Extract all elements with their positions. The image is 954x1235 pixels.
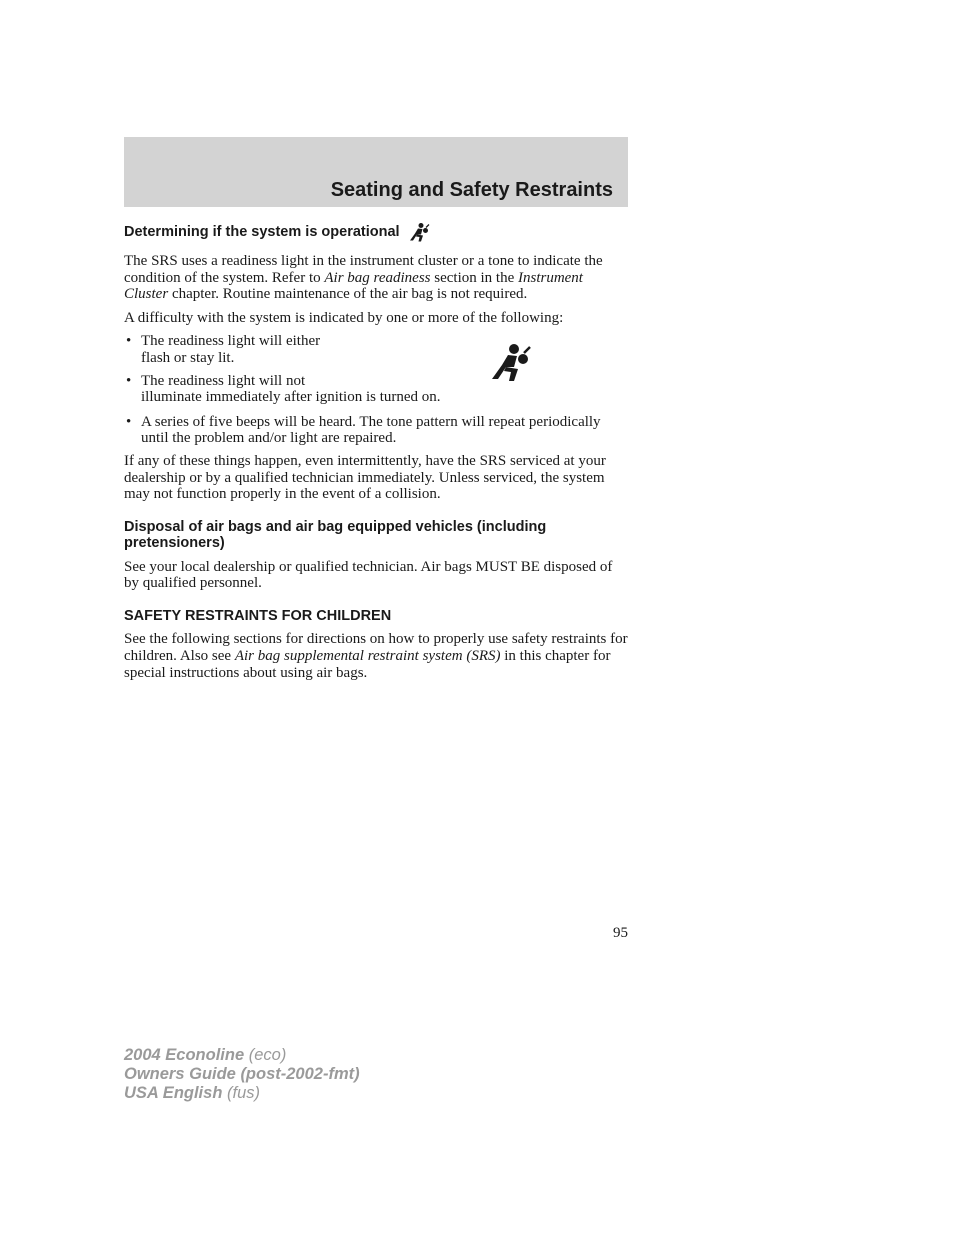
page-content (124, 221, 630, 688)
bullet-mark: • (126, 372, 132, 389)
paragraph-difficulty: A difficulty with the system is indicated by one or more of the following: (124, 309, 564, 326)
symptom-list (124, 333, 630, 447)
footer-line-model: 2004 Econoline (eco) (124, 1046, 287, 1064)
paragraph-disposal: See your local dealership or qualified technician. Air bags MUST BE disposed of by qualified personnel. (124, 558, 613, 592)
section-heading-children: SAFETY RESTRAINTS FOR CHILDREN (124, 607, 392, 624)
paragraph-readiness: The SRS uses a readiness light in the instrument cluster or a tone to indicate the condition of the system. Refer to Air bag readiness section in the Instrument Cluster chapter. Routine maintenance of the air bag is not required. (124, 253, 603, 303)
paragraph-service: If any of these things happen, even intermittently, have the SRS serviced at your dealership or by a qualified technician immediately. Unless serviced, the system may not function properly in the event of a collision. (124, 452, 606, 503)
list-item: • The readiness light will not illuminate immediately after ignition is turned on. (126, 372, 441, 406)
page-number: 95 (613, 925, 628, 941)
bullet-mark: • (126, 413, 132, 430)
reference-instrument-cluster: Instrument Cluster (124, 269, 583, 303)
chapter-header-band (124, 137, 628, 207)
chapter-title: Seating and Safety Restraints (330, 179, 613, 201)
list-item: • A series of five beeps will be heard. The tone pattern will repeat periodically until the problem and/or light are repaired. (126, 413, 601, 447)
document-footer (124, 1046, 360, 1103)
footer-line-language: USA English (fus) (124, 1084, 260, 1102)
section-heading-text: Determining if the system is operational (124, 223, 400, 240)
section-heading-disposal: Disposal of air bags and air bag equipped vehicles (including pretensioners) (124, 518, 547, 552)
airbag-warning-icon (406, 221, 430, 243)
reference-air-bag-readiness: Air bag readiness (324, 269, 431, 286)
reference-airbag-srs: Air bag supplemental restraint system (SRS) (234, 648, 501, 664)
bullet-mark: • (126, 333, 132, 350)
paragraph-children: See the following sections for directions on how to properly use safety restraints for children. Also see Air bag supplemental restraint system (SRS) in this chapter for special instructions about using air bags. (124, 631, 628, 681)
footer-line-guide: Owners Guide (post-2002-fmt) (124, 1065, 360, 1083)
section-heading-operational (124, 221, 630, 243)
list-item: • The readiness light will either flash or stay lit. (126, 333, 321, 366)
